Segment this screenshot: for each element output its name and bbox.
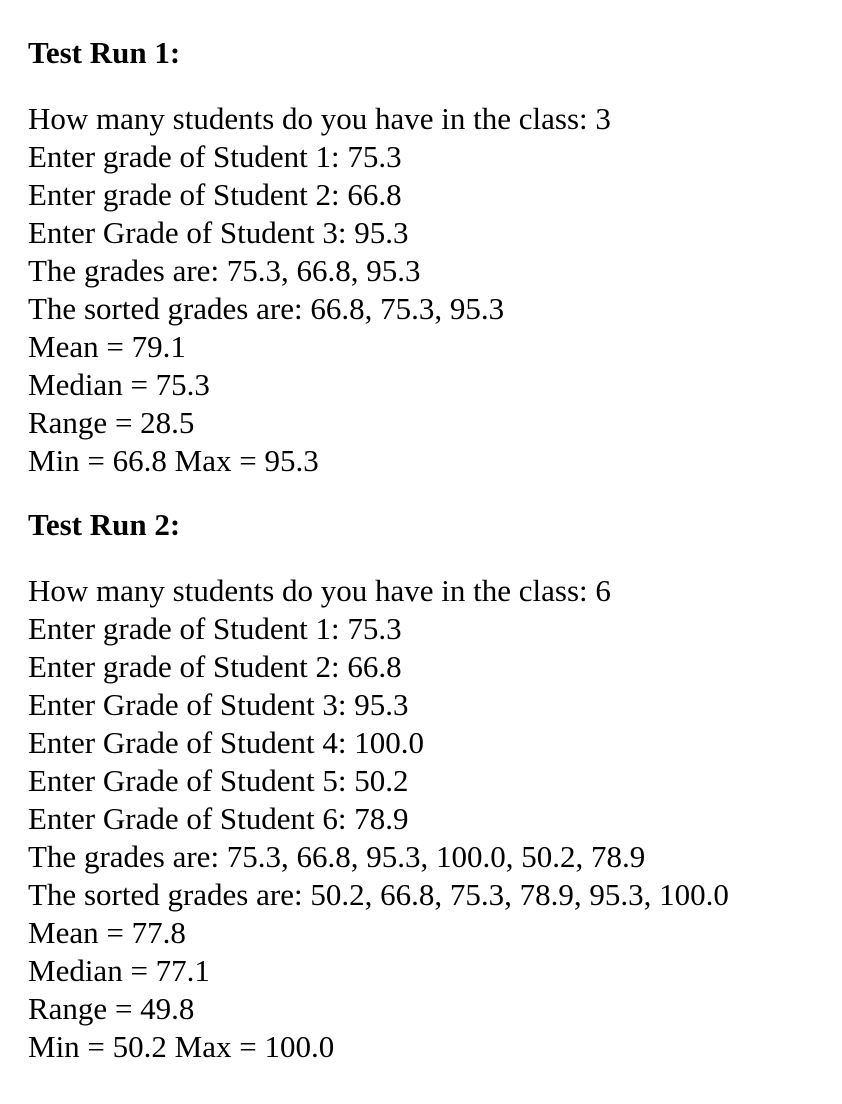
output-line: Median = 75.3 xyxy=(28,367,210,402)
test-run-1 xyxy=(28,30,828,480)
output-line: Enter grade of Student 1: 75.3 xyxy=(28,139,402,174)
test-run-2-heading: Test Run 2: xyxy=(28,507,181,542)
output-line: Range = 28.5 xyxy=(28,405,195,440)
test-run-2 xyxy=(28,502,828,1066)
output-line: Min = 66.8 Max = 95.3 xyxy=(28,443,319,478)
output-line: The grades are: 75.3, 66.8, 95.3, 100.0, 50.2, 78.9 xyxy=(28,839,646,874)
test-run-2-output xyxy=(28,572,828,1066)
output-line: Enter Grade of Student 6: 78.9 xyxy=(28,801,409,836)
output-line: Range = 49.8 xyxy=(28,991,195,1026)
output-line: The sorted grades are: 50.2, 66.8, 75.3, 78.9, 95.3, 100.0 xyxy=(28,877,729,912)
output-line: Enter Grade of Student 3: 95.3 xyxy=(28,687,409,722)
output-line: Mean = 77.8 xyxy=(28,915,186,950)
output-line: Median = 77.1 xyxy=(28,953,210,988)
output-line: Min = 50.2 Max = 100.0 xyxy=(28,1029,335,1064)
output-line: The sorted grades are: 66.8, 75.3, 95.3 xyxy=(28,291,505,326)
output-line: Mean = 79.1 xyxy=(28,329,186,364)
output-line: Enter grade of Student 2: 66.8 xyxy=(28,649,402,684)
output-line: Enter grade of Student 1: 75.3 xyxy=(28,611,402,646)
output-line: How many students do you have in the class: 6 xyxy=(28,573,611,608)
test-run-1-heading: Test Run 1: xyxy=(28,35,181,70)
output-line: Enter grade of Student 2: 66.8 xyxy=(28,177,402,212)
output-line: How many students do you have in the class: 3 xyxy=(28,101,611,136)
document xyxy=(28,30,828,1066)
output-line: Enter Grade of Student 4: 100.0 xyxy=(28,725,425,760)
test-run-1-output xyxy=(28,100,828,480)
output-line: Enter Grade of Student 5: 50.2 xyxy=(28,763,409,798)
output-line: The grades are: 75.3, 66.8, 95.3 xyxy=(28,253,421,288)
output-line: Enter Grade of Student 3: 95.3 xyxy=(28,215,409,250)
